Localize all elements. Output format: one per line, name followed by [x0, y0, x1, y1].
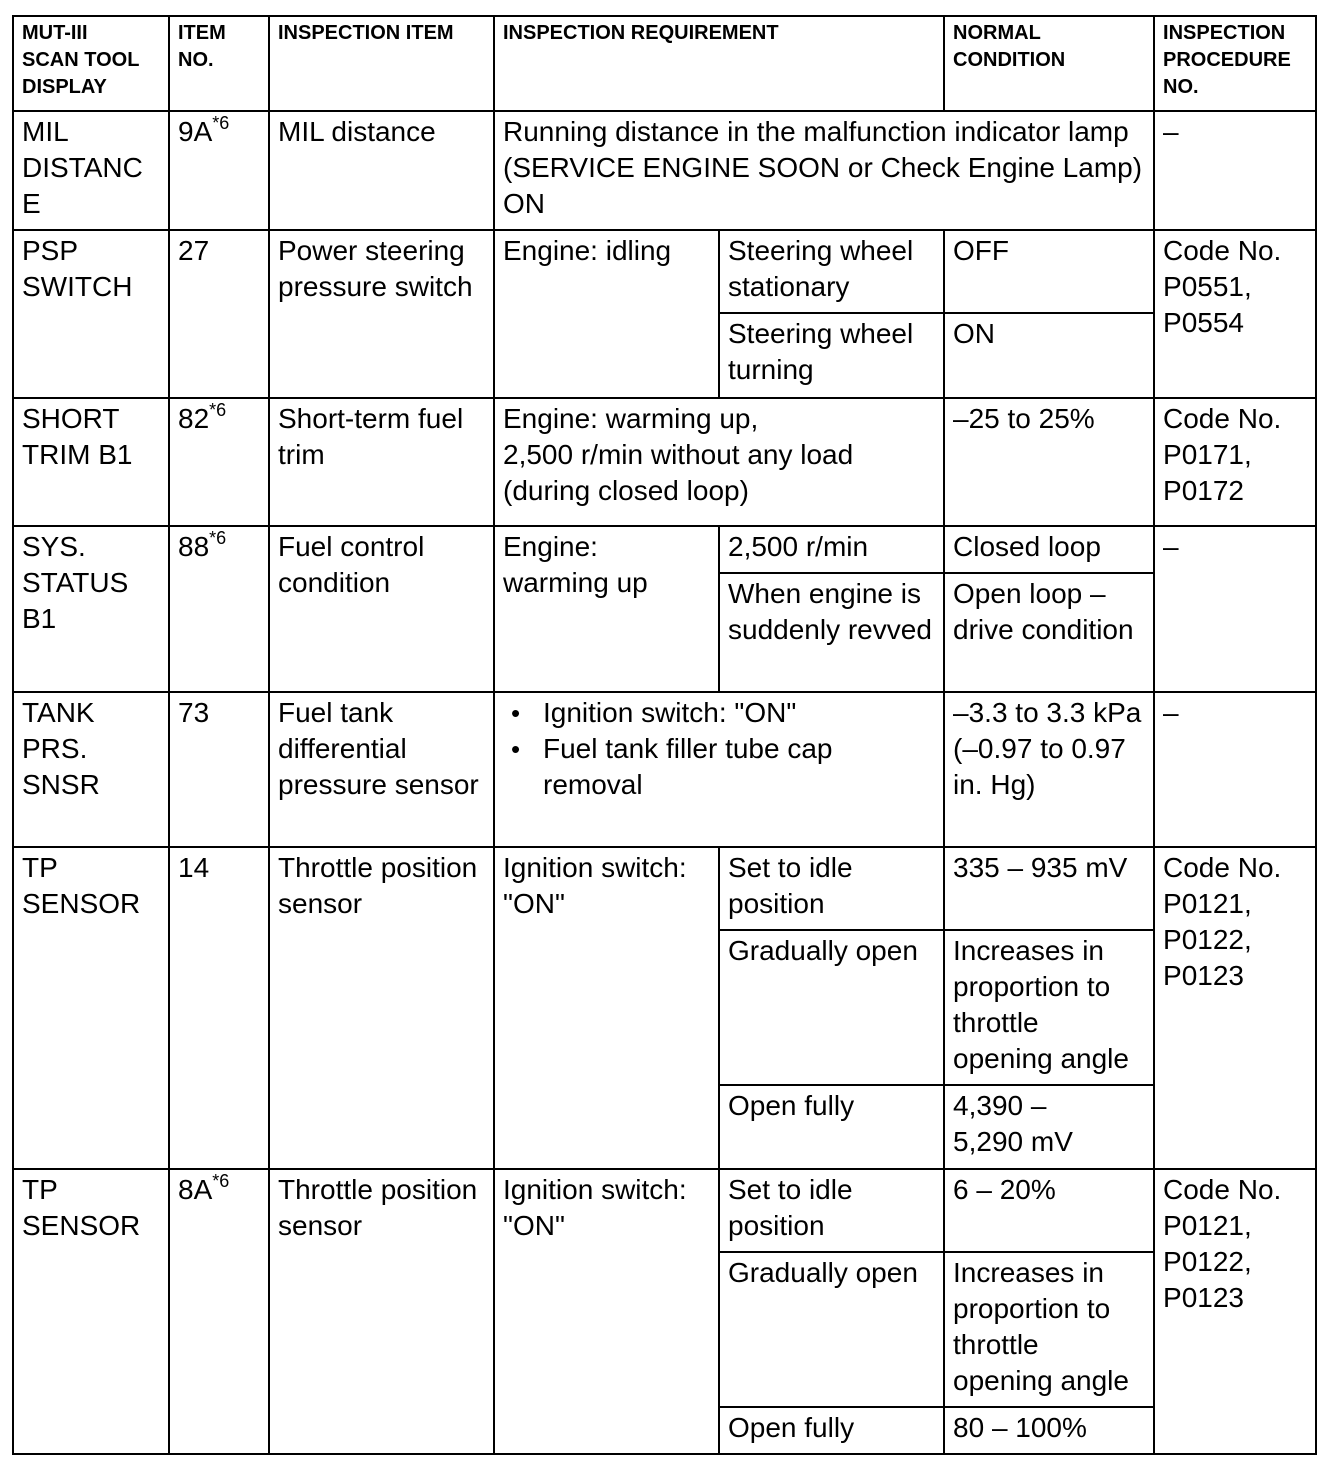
table-row-tp-sensor-14	[13, 847, 1316, 930]
normal-condition-cell: Closed loop	[944, 526, 1154, 573]
normal-condition-cell: Open loop – drive condition	[944, 573, 1154, 692]
item-no: 8A	[178, 1173, 213, 1205]
procedure-cell: –	[1154, 692, 1316, 847]
normal-condition-cell: 335 – 935 mV	[944, 847, 1154, 930]
procedure-cell: –	[1154, 526, 1316, 692]
item-no-cell	[169, 1169, 269, 1454]
normal-condition-cell: OFF	[944, 230, 1154, 313]
normal-condition-cell: 80 – 100%	[944, 1407, 1154, 1454]
footnote-mark: *6	[209, 527, 227, 548]
header-scan-tool-display: MUT-III SCAN TOOL DISPLAY	[13, 16, 169, 111]
procedure-cell: Code No. P0121, P0122, P0123	[1154, 1169, 1316, 1454]
sub-condition-cell: Steering wheel turning	[719, 313, 944, 397]
item-no: 82	[178, 402, 210, 434]
inspection-table	[12, 15, 1317, 1455]
sub-condition-cell: Open fully	[719, 1085, 944, 1168]
procedure-cell: Code No. P0171, P0172	[1154, 398, 1316, 526]
display-cell: MIL DISTANC E	[13, 111, 169, 230]
table-row-tp-sensor-8a	[13, 1169, 1316, 1252]
requirement-cell: Running distance in the malfunction indicator lamp (SERVICE ENGINE SOON or Check Engine Lamp) ON	[494, 111, 1154, 230]
display-cell: SYS. STATUS B1	[13, 526, 169, 692]
procedure-cell: Code No. P0121, P0122, P0123	[1154, 847, 1316, 1168]
display-cell: TANK PRS. SNSR	[13, 692, 169, 847]
requirement-cell: Engine: idling	[494, 230, 719, 397]
inspection-item-cell: Power steering pressure switch	[269, 230, 494, 397]
normal-condition-cell: –3.3 to 3.3 kPa (–0.97 to 0.97 in. Hg)	[944, 692, 1154, 847]
footnote-mark: *6	[209, 399, 227, 420]
header-normal-condition: NORMAL CONDITION	[944, 16, 1154, 111]
item-no-cell: 73	[169, 692, 269, 847]
procedure-cell: Code No. P0551, P0554	[1154, 230, 1316, 397]
normal-condition-cell: Increases in proportion to throttle opening angle	[944, 1252, 1154, 1407]
item-no: 88	[178, 530, 210, 562]
sub-condition-cell: Set to idle position	[719, 847, 944, 930]
item-no-cell	[169, 526, 269, 692]
item-no-cell	[169, 111, 269, 230]
sub-condition-cell: Gradually open	[719, 930, 944, 1085]
table-row-sys-status	[13, 526, 1316, 573]
normal-condition-cell: ON	[944, 313, 1154, 397]
footnote-mark: *6	[212, 113, 230, 134]
normal-condition-cell: Increases in proportion to throttle opening angle	[944, 930, 1154, 1085]
inspection-item-cell: Fuel control condition	[269, 526, 494, 692]
sub-condition-cell: Open fully	[719, 1407, 944, 1454]
display-cell: SHORT TRIM B1	[13, 398, 169, 526]
table-row-tank-prs-snsr	[13, 692, 1316, 847]
header-procedure-no: INSPECTION PROCEDURE NO.	[1154, 16, 1316, 111]
requirement-cell	[494, 692, 944, 847]
requirement-cell: Ignition switch: "ON"	[494, 1169, 719, 1454]
normal-condition-cell: 6 – 20%	[944, 1169, 1154, 1252]
table-row-short-trim	[13, 398, 1316, 526]
list-item: • Ignition switch: "ON"	[543, 695, 936, 731]
header-inspection-item: INSPECTION ITEM	[269, 16, 494, 111]
header-inspection-requirement: INSPECTION REQUIREMENT	[494, 16, 944, 111]
item-no-cell: 27	[169, 230, 269, 397]
footnote-mark: *6	[212, 1170, 230, 1191]
sub-condition-cell: Set to idle position	[719, 1169, 944, 1252]
inspection-item-cell: Throttle position sensor	[269, 847, 494, 1168]
requirement-cell: Engine: warming up, 2,500 r/min without any load (during closed loop)	[494, 398, 944, 526]
sub-condition-cell: Gradually open	[719, 1252, 944, 1407]
header-row	[13, 16, 1316, 111]
inspection-item-cell: Fuel tank differential pressure sensor	[269, 692, 494, 847]
table-row-psp-switch	[13, 230, 1316, 313]
normal-condition-cell: 4,390 – 5,290 mV	[944, 1085, 1154, 1168]
normal-condition-cell: –25 to 25%	[944, 398, 1154, 526]
list-item: • Fuel tank filler tube cap removal	[543, 731, 936, 803]
display-cell: TP SENSOR	[13, 847, 169, 1168]
item-no: 9A	[178, 116, 213, 148]
table-row-mil-distance	[13, 111, 1316, 230]
procedure-cell: –	[1154, 111, 1316, 230]
sub-condition-cell: Steering wheel stationary	[719, 230, 944, 313]
item-no-cell	[169, 398, 269, 526]
display-cell: PSP SWITCH	[13, 230, 169, 397]
sub-condition-cell: 2,500 r/min	[719, 526, 944, 573]
display-cell: TP SENSOR	[13, 1169, 169, 1454]
inspection-item-cell: Short-term fuel trim	[269, 398, 494, 526]
header-item-no: ITEM NO.	[169, 16, 269, 111]
inspection-item-cell: MIL distance	[269, 111, 494, 230]
item-no-cell: 14	[169, 847, 269, 1168]
requirement-cell: Engine: warming up	[494, 526, 719, 692]
sub-condition-cell: When engine is suddenly revved	[719, 573, 944, 692]
requirement-list	[503, 695, 936, 803]
inspection-item-cell: Throttle position sensor	[269, 1169, 494, 1454]
requirement-cell: Ignition switch: "ON"	[494, 847, 719, 1168]
